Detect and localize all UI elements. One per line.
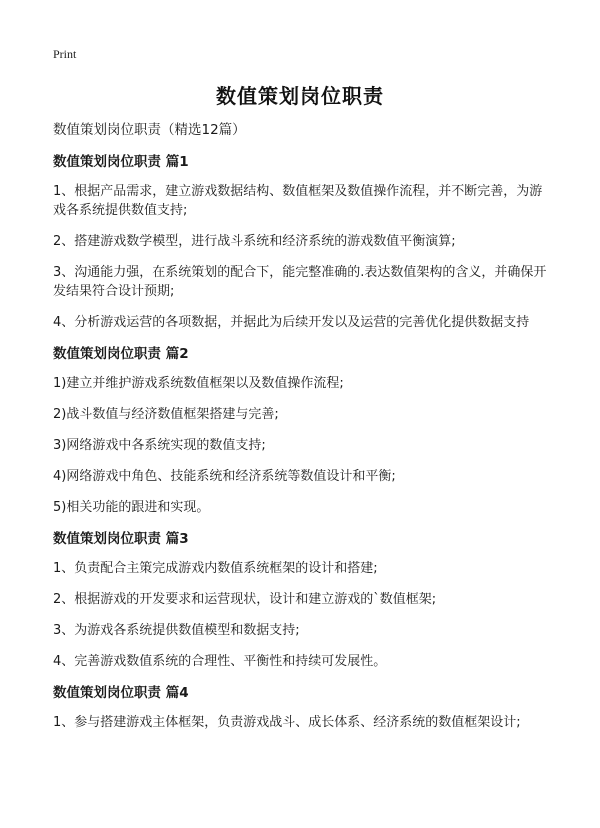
section-heading: 数值策划岗位职责 篇3 bbox=[53, 531, 189, 547]
section-heading: 数值策划岗位职责 篇2 bbox=[53, 346, 189, 362]
print-label: Print bbox=[53, 47, 77, 61]
list-item: 1、负责配合主策完成游戏内数值系统框架的设计和搭建; bbox=[53, 561, 378, 576]
document-subtitle: 数值策划岗位职责（精选12篇） bbox=[53, 122, 246, 138]
section-4 bbox=[53, 683, 553, 732]
list-item: 5)相关功能的跟进和实现。 bbox=[53, 500, 210, 515]
list-item: 1、参与搭建游戏主体框架，负责游戏战斗、成长体系、经济系统的数值框架设计; bbox=[53, 715, 521, 730]
list-item: 3、为游戏各系统提供数值模型和数据支持; bbox=[53, 623, 300, 638]
list-item: 3、沟通能力强，在系统策划的配合下，能完整准确的.表达数值架构的含义，并确保开发结果符合设计预期; bbox=[53, 265, 547, 299]
list-item: 1)建立并维护游戏系统数值框架以及数值操作流程; bbox=[53, 376, 344, 391]
list-item: 4)网络游戏中角色、技能系统和经济系统等数值设计和平衡; bbox=[53, 469, 396, 484]
list-item: 2)战斗数值与经济数值框架搭建与完善; bbox=[53, 407, 279, 422]
list-item: 2、搭建游戏数学模型，进行战斗系统和经济系统的游戏数值平衡演算; bbox=[53, 234, 456, 249]
list-item: 4、分析游戏运营的各项数据，并据此为后续开发以及运营的完善优化提供数据支持 bbox=[53, 315, 530, 330]
section-heading: 数值策划岗位职责 篇4 bbox=[53, 685, 189, 701]
section-3 bbox=[53, 529, 553, 671]
list-item: 2、根据游戏的开发要求和运营现状，设计和建立游戏的`数值框架; bbox=[53, 592, 437, 607]
list-item: 1、根据产品需求，建立游戏数据结构、数值框架及数值操作流程，并不断完善，为游戏各系统提供数值支持; bbox=[53, 184, 543, 218]
document-title: 数值策划岗位职责 bbox=[216, 84, 384, 108]
section-2 bbox=[53, 344, 553, 517]
list-item: 4、完善游戏数值系统的合理性、平衡性和持续可发展性。 bbox=[53, 654, 387, 669]
section-heading: 数值策划岗位职责 篇1 bbox=[53, 154, 189, 170]
document-body bbox=[53, 120, 553, 744]
list-item: 3)网络游戏中各系统实现的数值支持; bbox=[53, 438, 266, 453]
section-1 bbox=[53, 152, 553, 332]
